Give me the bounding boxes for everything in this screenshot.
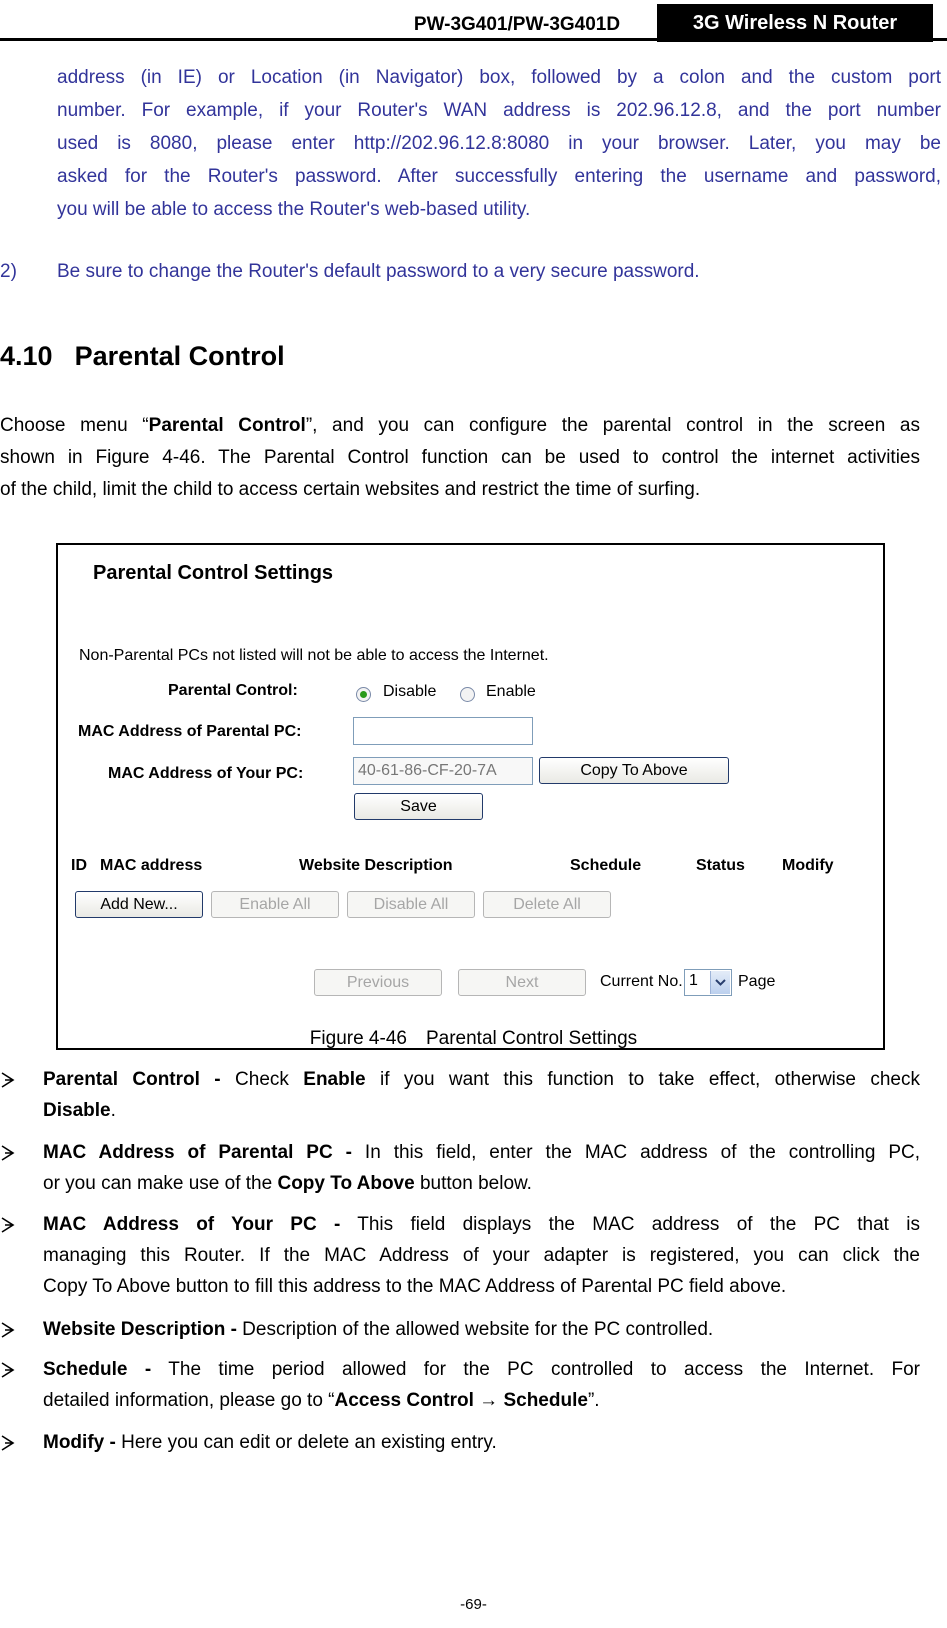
section-number: 4.10 [0, 341, 53, 371]
column-header-website: Website Description [299, 857, 453, 874]
step-number: 2) [0, 261, 17, 282]
figure-screenshot [56, 543, 885, 1050]
text-line: of the child, limit the child to access certain websites and restrict the time of surfing. [0, 479, 701, 500]
settings-title: Parental Control Settings [93, 562, 334, 584]
list-item: MAC Address of Your PC - This field displays the MAC address of the PC that is managing this Router. If the MAC Address of your adapter is registered, you can click the Copy To Above button to fill this address to the MAC Address of Parental PC field above. [0, 1209, 920, 1302]
current-no-label: Current No. [600, 973, 683, 990]
step-text: Be sure to change the Router's default password to a very secure password. [57, 261, 700, 282]
enable-all-button[interactable]: Enable All [211, 891, 339, 918]
arrow-bullet-icon [0, 1217, 16, 1233]
list-item: MAC Address of Parental PC - In this field, enter the MAC address of the controlling PC, or you can make use of the Copy To Above button below. [0, 1137, 920, 1199]
intro-paragraph [0, 410, 920, 506]
continuation-paragraph [57, 61, 941, 226]
delete-all-button[interactable]: Delete All [483, 891, 611, 918]
arrow-bullet-icon [0, 1072, 16, 1088]
parental-control-label: Parental Control: [168, 682, 298, 699]
mac-parent-label: MAC Address of Parental PC: [78, 723, 302, 740]
page-number: -69- [460, 1596, 487, 1613]
list-item: Modify - Here you can edit or delete an existing entry. [0, 1427, 920, 1458]
text-line: used is 8080, please enter http://202.96.12.8:8080 in your browser. Later, you may be [57, 133, 941, 154]
list-item: Schedule - The time period allowed for the PC controlled to access the Internet. For detailed information, please go to “Access Control → Schedule”. [0, 1354, 920, 1416]
arrow-bullet-icon [0, 1362, 16, 1378]
arrow-bullet-icon [0, 1435, 16, 1451]
mac-yours-field[interactable]: 40-61-86-CF-20-7A [353, 757, 533, 785]
column-header-schedule: Schedule [570, 857, 642, 874]
page-select[interactable] [684, 969, 732, 996]
disable-label: Disable [383, 683, 437, 700]
text-line: asked for the Router's password. After successfully entering the username and password, [57, 166, 941, 187]
mac-parent-input[interactable] [353, 717, 533, 745]
text-line: shown in Figure 4-46. The Parental Control function can be used to control the internet activities [0, 447, 920, 468]
settings-note: Non-Parental PCs not listed will not be able to access the Internet. [79, 647, 549, 664]
column-header-modify: Modify [782, 857, 834, 874]
figure-caption: Figure 4-46 Parental Control Settings [309, 1028, 638, 1049]
arrow-bullet-icon [0, 1145, 16, 1161]
page-label: Page [738, 973, 776, 990]
disable-all-button[interactable]: Disable All [347, 891, 475, 918]
text-line: address (in IE) or Location (in Navigator) box, followed by a colon and the custom port [57, 67, 941, 88]
page-select-value: 1 [689, 972, 698, 989]
enable-radio[interactable] [460, 687, 475, 702]
radio-selected-dot [360, 691, 367, 698]
header-product: 3G Wireless N Router [692, 12, 898, 34]
copy-to-above-button[interactable]: Copy To Above [539, 757, 729, 784]
add-new-button[interactable]: Add New... [75, 891, 203, 918]
list-item: Website Description - Description of the allowed website for the PC controlled. [0, 1314, 920, 1345]
text-line: Choose menu “Parental Control”, and you can configure the parental control in the screen as [0, 415, 921, 436]
column-header-status: Status [696, 857, 745, 874]
enable-label: Enable [486, 683, 536, 700]
column-header-mac: MAC address [100, 857, 203, 874]
disable-radio[interactable] [356, 687, 371, 702]
section-heading [0, 341, 285, 372]
mac-yours-label: MAC Address of Your PC: [108, 765, 304, 782]
next-button[interactable]: Next [458, 969, 586, 996]
list-item: Parental Control - Check Enable if you want this function to take effect, otherwise check Disable. [0, 1064, 920, 1126]
text-line: number. For example, if your Router's WAN address is 202.96.12.8, and the port number [57, 100, 941, 121]
section-title: Parental Control [74, 341, 285, 371]
text-line: you will be able to access the Router's web-based utility. [57, 199, 531, 220]
save-button[interactable]: Save [354, 793, 483, 820]
header-rule [0, 38, 947, 41]
header-model: PW-3G401/PW-3G401D [413, 14, 621, 35]
column-header-id: ID [71, 857, 87, 874]
chevron-down-icon[interactable] [710, 971, 730, 994]
arrow-bullet-icon [0, 1322, 16, 1338]
previous-button[interactable]: Previous [314, 969, 442, 996]
